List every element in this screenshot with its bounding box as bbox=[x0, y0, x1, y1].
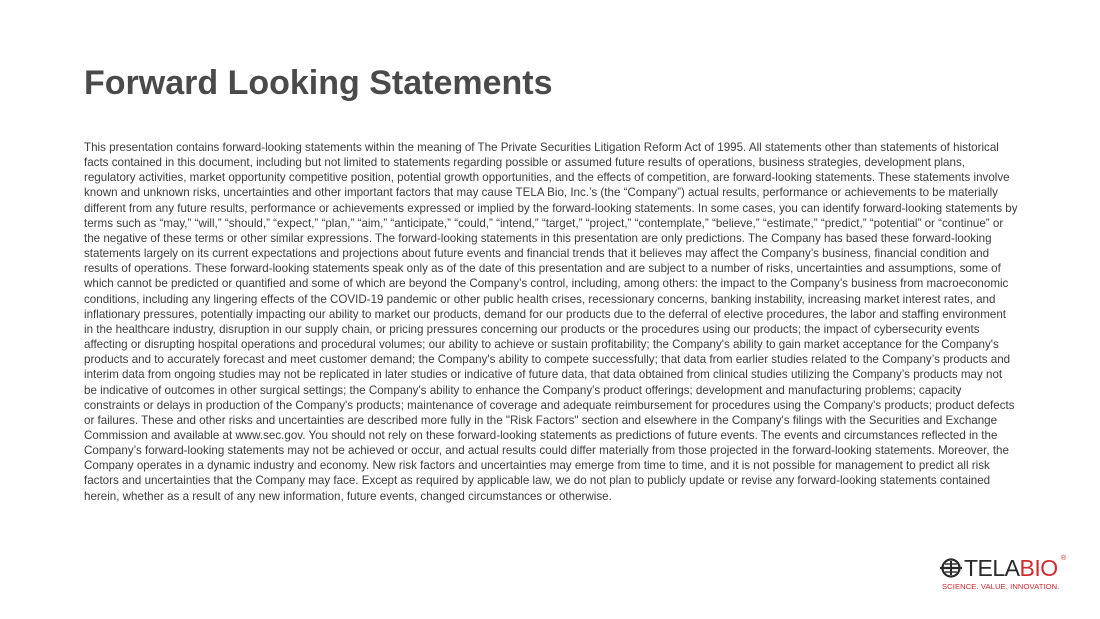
logo-word-tela: TELA bbox=[964, 555, 1020, 581]
forward-looking-statements-body: This presentation contains forward-looking statements within the meaning of The Private Securities Litigation Reform Act of 1995. All statements other than statements of historical facts contained in this document, including but not limited to statements regarding possible or assumed future results of operations, business strategies, development plans, regulatory activities, market opportunity competitive position, potential growth opportunities, and the effects of competition, are forward-looking statements. These statements involve known and unknown risks, uncertainties and other important factors that may cause TELA Bio, Inc.’s (the “Company”) actual results, performance or achievements to be materially different from any future results, performance or achievements expressed or implied by the forward-looking statements. In some cases, you can identify forward-looking statements by terms such as “may,” “will,” “should,” “expect,” “plan,” “aim,” “anticipate,” “could,” “intend,” “target,” “project,” “contemplate,” “believe,” “estimate,” “predict,” “potential” or “continue” or the negative of these terms or other similar expressions. The forward-looking statements in this presentation are only predictions. The Company has based these forward-looking statements largely on its current expectations and projections about future events and financial trends that it believes may affect the Company’s business, financial condition and results of operations. These forward-looking statements speak only as of the date of this presentation and are subject to a number of risks, uncertainties and assumptions, some of which cannot be predicted or quantified and some of which are beyond the Company’s control, including, among others: the impact to the Company’s business from macroeconomic conditions, including any lingering effects of the COVID-19 pandemic or other public health crises, recessionary concerns, banking instability, increasing market interest rates, and inflationary pressures, potentially impacting our ability to market our products, demand for our products due to the deferral of elective procedures, the labor and staffing environment in the healthcare industry, disruption in our supply chain, or pricing pressures concerning our products or the procedures using our products; the impact of cybersecurity events affecting or disrupting hospital operations and procedural volumes; our ability to achieve or sustain profitability; the Company's ability to gain market acceptance for the Company's products and to accurately forecast and meet customer demand; the Company's ability to compete successfully; that data from earlier studies related to the Company’s products and interim data from ongoing studies may not be replicated in later studies or indicative of future data, that data obtained from clinical studies utilizing the Company’s products may not be indicative of outcomes in other surgical settings; the Company's ability to enhance the Company's product offerings; development and manufacturing problems; capacity constraints or delays in production of the Company's products; maintenance of coverage and adequate reimbursement for procedures using the Company's products; product defects or failures. These and other risks and uncertainties are described more fully in the "Risk Factors" section and elsewhere in the Company's filings with the Securities and Exchange Commission and available at www.sec.gov. You should not rely on these forward-looking statements as predictions of future events. The events and circumstances reflected in the Company’s forward-looking statements may not be achieved or occur, and actual results could differ materially from those projected in the forward-looking statements. Moreover, the Company operates in a dynamic industry and economy. New risk factors and uncertainties may emerge from time to time, and it is not possible for management to predict all risk factors and uncertainties that the Company may face. Except as required by applicable law, we do not plan to publicly update or revise any forward-looking statements contained herein, whether as a result of any new information, future events, changed circumstances or otherwise. bbox=[84, 141, 1018, 503]
slide-title: Forward Looking Statements bbox=[84, 64, 553, 102]
logo-wordmark bbox=[964, 554, 1058, 582]
logo-registered-mark: ® bbox=[1061, 555, 1067, 562]
logo-word-bio: BIO bbox=[1019, 555, 1058, 581]
tela-bio-logo-mark-icon bbox=[940, 557, 962, 579]
tela-bio-logo bbox=[940, 555, 1070, 595]
logo-tagline: SCIENCE. VALUE. INNOVATION. bbox=[942, 582, 1060, 591]
